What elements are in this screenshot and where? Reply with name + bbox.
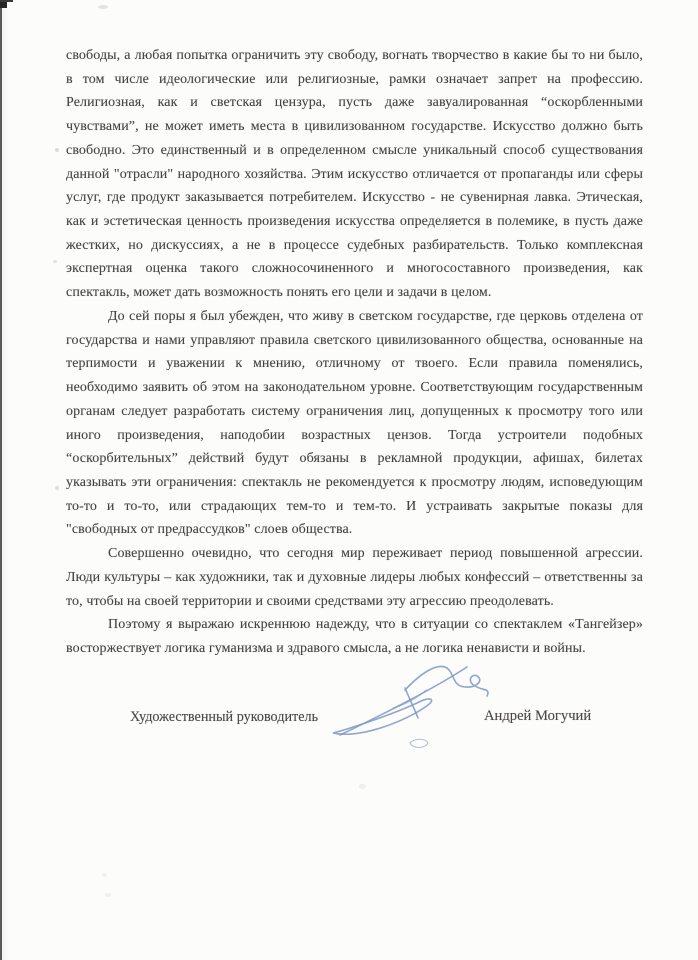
scan-smudge: [53, 260, 57, 263]
letter-line: Религиозная, как и светская цензура, пусть даже завуалированная “оскорбленными: [66, 95, 643, 111]
scan-edge-left: [0, 0, 2, 960]
letter-line: государства и нами управляют правила светского цивилизованного общества, основанные на: [66, 332, 643, 348]
letter-line: свободно. Это единственный и в определенном смысле уникальный способ существования: [66, 142, 643, 158]
letter-line: данной "отрасли" народного хозяйства. Этим искусство отличается от пропаганды или сферы: [66, 166, 643, 182]
scan-smudge: [102, 873, 107, 877]
letter-line: то, чтобы на своей территории и своими средствами эту агрессию преодолевать.: [66, 593, 554, 609]
scan-smudge: [105, 893, 111, 897]
scan-smudge: [359, 784, 366, 789]
letter-line: услуг, где продукт заказывается потребителем. Искусство - не сувенирная лавка. Этическая,: [66, 190, 643, 206]
signer-role: Художественный руководитель: [130, 709, 319, 725]
letter-line: терпимости и уважении к мнению, отличному от твоего. Если правила поменялись,: [66, 356, 643, 372]
letter-line: Поэтому я выражаю искреннюю надежду, что в ситуации со спектаклем «Тангейзер»: [108, 617, 643, 633]
letter-line: в том числе идеологические или религиозные, рамки означает запрет на профессию.: [66, 71, 643, 87]
letter-body: [66, 44, 643, 661]
letter-line: До сей поры я был убежден, что живу в светском государстве, где церковь отделена от: [108, 308, 643, 324]
letter-line: экспертная оценка такого сложносочиненного и многосоставного произведения, как: [66, 261, 643, 277]
letter-line: "свободных от предрассудков" слоев общества.: [66, 522, 353, 538]
scan-smudge: [55, 148, 59, 152]
letter-line: органам следует разработать систему ограничения лиц, допущенных к просмотру того или: [66, 403, 643, 419]
letter-line: то-то и то-то, или страдающих тем-то и тем-то. И устраивать закрытые показы для: [66, 498, 643, 514]
letter-line: восторжествует логика гуманизма и здравого смысла, а не логика ненависти и войны.: [66, 640, 586, 656]
letter-line: указывать эти ограничения: спектакль не рекомендуется к просмотру людям, исповедующим: [66, 474, 643, 490]
scan-corner-bar: [0, 0, 13, 2]
letter-line: чувствами”, не может иметь места в цивилизованном государстве. Искусство должно быть: [66, 119, 643, 135]
scan-smudge: [98, 5, 108, 9]
handwritten-signature-icon: [325, 655, 500, 755]
letter-line: жестких, но дискуссиях, а не в процессе судебных разбирательств. Только комплексная: [66, 237, 643, 253]
letter-line: как и эстетическая ценность произведения искусства определяется в полемике, в пусть даже: [66, 214, 643, 230]
letter-line: спектакль, может дать возможность понять его цели и задачи в целом.: [66, 285, 492, 301]
letter-line: Совершенно очевидно, что сегодня мир переживает период повышенной агрессии.: [108, 546, 643, 562]
letter-line: Люди культуры – как художники, так и духовные лидеры любых конфессий – ответственны за: [66, 569, 643, 585]
letter-line: иного произведения, наподобии возрастных цензов. Тогда устроители подобных: [66, 427, 643, 443]
scan-smudge: [55, 486, 59, 490]
letter-line: свободы, а любая попытка ограничить эту свободу, вогнать творчество в какие бы то ни было,: [66, 48, 643, 63]
signer-name: Андрей Могучий: [484, 708, 592, 724]
letter-line: необходимо заявить об этом на законодательном уровне. Соответствующим государственным: [66, 380, 643, 396]
letter-line: “оскорбительных” действий будут обязаны в рекламной продукции, афишах, билетах: [66, 451, 643, 467]
